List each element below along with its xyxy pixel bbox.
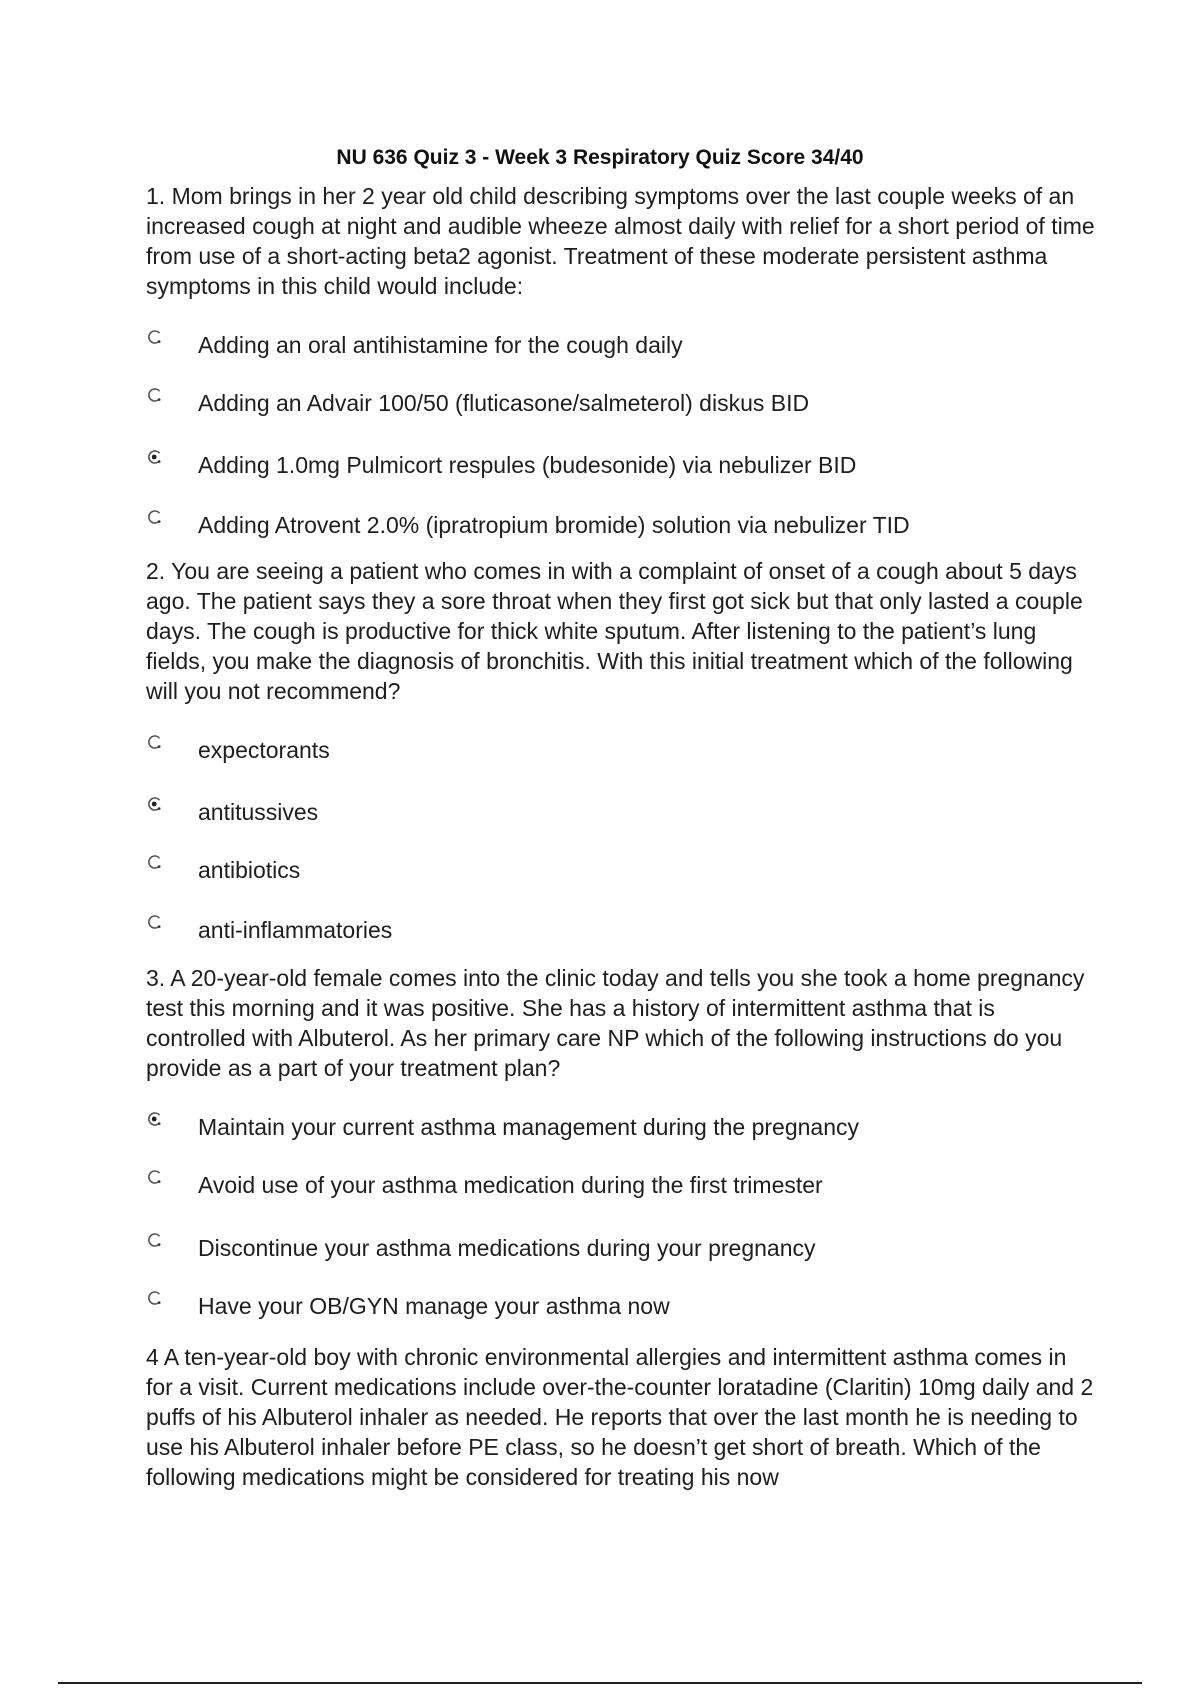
quiz-title: NU 636 Quiz 3 - Week 3 Respiratory Quiz Score 34/40 [336,146,864,169]
q3-option-3[interactable] [148,1233,816,1263]
q1-option-2-label: Adding an Advair 100/50 (fluticasone/salmeterol) diskus BID [198,389,810,416]
q1-option-3[interactable] [148,450,856,480]
radio-button-icon[interactable] [148,915,162,929]
radio-button-icon[interactable] [148,450,162,464]
q1-option-3-label: Adding 1.0mg Pulmicort respules (budesonide) via nebulizer BID [198,451,857,478]
radio-button-icon[interactable] [148,1233,162,1247]
q2-option-2-label: antitussives [198,798,319,825]
radio-button-icon[interactable] [148,330,162,344]
q2-option-3[interactable] [148,855,300,885]
radio-button-icon[interactable] [148,797,162,811]
q1-option-4-label: Adding Atrovent 2.0% (ipratropium bromide) solution via nebulizer TID [198,511,910,538]
radio-button-icon[interactable] [148,1170,162,1184]
q3-option-1[interactable] [148,1112,859,1142]
q1-option-2[interactable] [148,388,809,418]
question-1-text: 1. Mom brings in her 2 year old child describing symptoms over the last couple weeks of an increased cough at night and audible wheeze almost daily with relief for a short period of time from use of a short-acting beta2 agonist. Treatment of these moderate persistent asthma symptoms in this child would include: [146,183,1095,299]
q3-option-4-label: Have your OB/GYN manage your asthma now [198,1292,670,1319]
q3-option-4[interactable] [148,1291,670,1321]
q1-option-1-label: Adding an oral antihistamine for the cough daily [198,331,683,358]
radio-button-icon[interactable] [148,735,162,749]
q2-option-1-label: expectorants [198,736,330,763]
question-2-text: 2. You are seeing a patient who comes in with a complaint of onset of a cough about 5 days ago. The patient says they a sore throat when they first got sick but that only lasted a couple days. The cough is productive for thick white sputum. After listening to the patient’s lung fields, you make the diagnosis of bronchitis. With this initial treatment which of the following will you not recommend? [146,558,1083,704]
question-4-text: 4 A ten-year-old boy with chronic environmental allergies and intermittent asthma comes in for a visit. Current medications include over-the-counter loratadine (Claritin) 10mg daily and 2 puffs of his Albuterol inhaler as needed. He reports that over the last month he is needing to use his Albuterol inhaler before PE class, so he doesn’t get short of breath. Which of the following medications might be considered for treating his now [146,1344,1094,1490]
q3-option-1-label: Maintain your current asthma management during the pregnancy [198,1113,859,1140]
radio-button-icon[interactable] [148,388,162,402]
q2-option-4[interactable] [148,915,392,945]
q2-option-3-label: antibiotics [198,856,301,883]
q1-option-1[interactable] [148,330,683,360]
q3-option-3-label: Discontinue your asthma medications during your pregnancy [198,1234,816,1261]
q3-option-2[interactable] [148,1170,823,1200]
question-3-text: 3. A 20-year-old female comes into the clinic today and tells you she took a home pregnancy test this morning and it was positive. She has a history of intermittent asthma that is controlled with Albuterol. As her primary care NP which of the following instructions do you provide as a part of your treatment plan? [146,965,1085,1081]
radio-button-icon[interactable] [148,510,162,524]
q3-option-2-label: Avoid use of your asthma medication during the first trimester [198,1171,823,1198]
q1-option-4[interactable] [148,510,910,540]
q2-option-4-label: anti-inflammatories [198,916,393,943]
radio-button-icon[interactable] [148,1112,162,1126]
q2-option-2[interactable] [148,797,318,827]
footer-divider [58,1682,1142,1684]
radio-button-icon[interactable] [148,1291,162,1305]
q2-option-1[interactable] [148,735,330,765]
radio-button-icon[interactable] [148,855,162,869]
